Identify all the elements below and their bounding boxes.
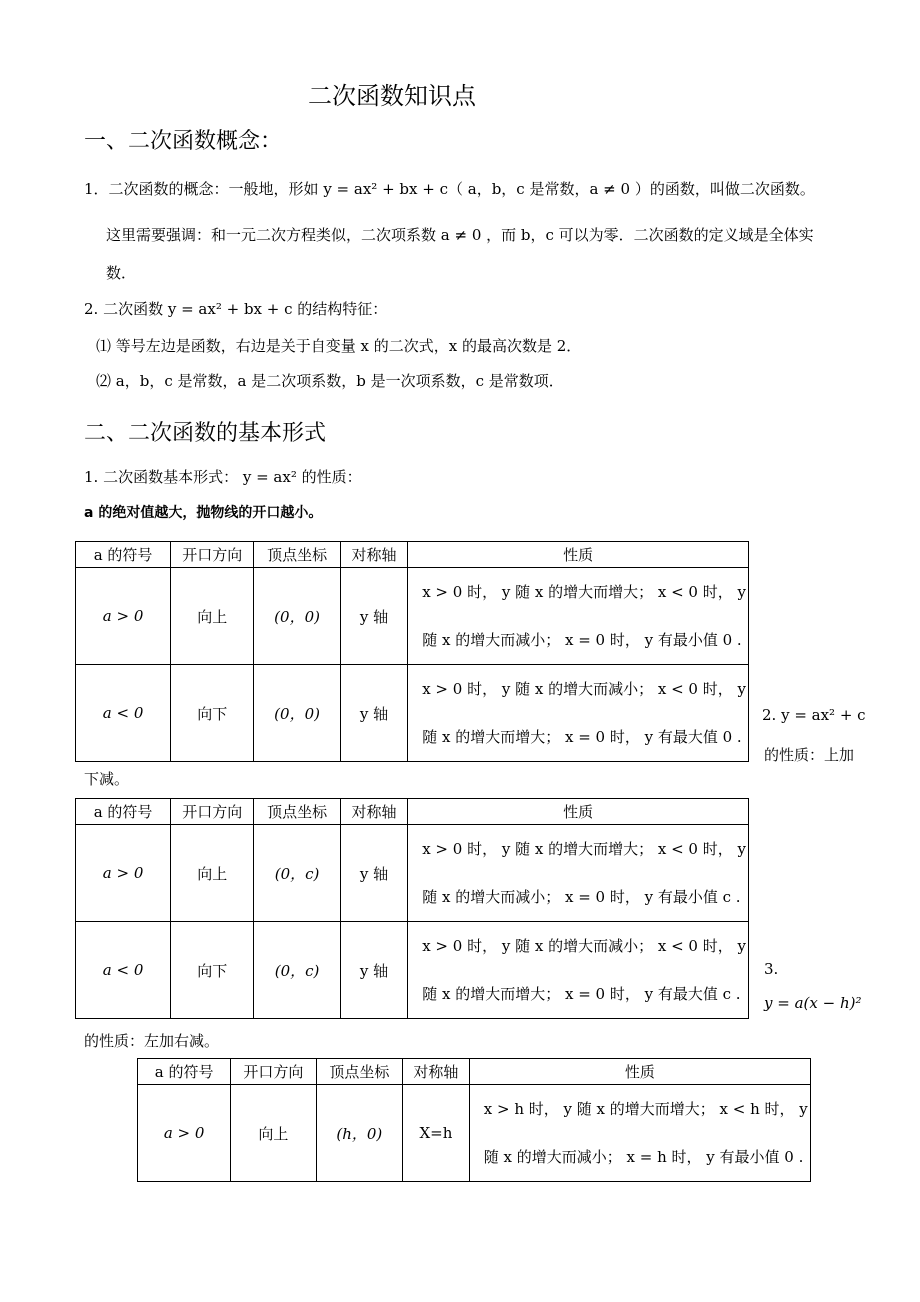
- note: a 的绝对值越大，抛物线的开口越小。: [84, 505, 323, 521]
- table-header-row: [138, 1059, 811, 1085]
- paragraph: 这里需要强调：和一元二次方程类似，二次项系数 a ≠ 0 ，而 b，c 可以为零．二次函数的定义域是全体实: [106, 226, 814, 244]
- side-text: 2. y = ax² + c: [762, 706, 866, 724]
- sign-cell: a < 0: [76, 922, 171, 1019]
- table-row: [76, 665, 749, 762]
- side-text: 的性质：左加右减。: [84, 1032, 220, 1050]
- property-line: x > h 时， y 随 x 的增大而增大； x < h 时， y: [483, 1100, 808, 1118]
- property-cell: [408, 825, 749, 922]
- property-cell: [408, 568, 749, 665]
- property-line: 随 x 的增大而减小； x = 0 时， y 有最小值 c .: [422, 888, 741, 906]
- table-header-cell: 顶点坐标: [254, 799, 340, 825]
- property-cell: [408, 665, 749, 762]
- table-header-row: [76, 542, 749, 568]
- property-line: 随 x 的增大而减小； x = h 时， y 有最小值 0 .: [483, 1148, 804, 1166]
- direction-cell: 向上: [171, 568, 254, 665]
- axis-cell: y 轴: [340, 568, 407, 665]
- table-header-cell: 开口方向: [171, 542, 254, 568]
- properties-table-2: [75, 798, 749, 1019]
- property-line: 随 x 的增大而增大； x = 0 时， y 有最大值 0 .: [422, 728, 742, 746]
- table-header-cell: 对称轴: [403, 1059, 470, 1085]
- table-header-cell: 开口方向: [231, 1059, 316, 1085]
- vertex-cell: (0，c): [254, 825, 340, 922]
- direction-cell: 向上: [171, 825, 254, 922]
- paragraph: 数．: [106, 264, 137, 282]
- properties-table-3: [137, 1058, 811, 1182]
- paragraph: ⑵ a，b，c 是常数，a 是二次项系数，b 是一次项系数，c 是常数项．: [96, 372, 564, 390]
- property-cell: [469, 1085, 810, 1182]
- table-header-cell: 开口方向: [171, 799, 254, 825]
- sign-cell: a > 0: [138, 1085, 231, 1182]
- paragraph: 1. 二次函数基本形式： y = ax² 的性质：: [84, 468, 362, 486]
- property-line: x > 0 时， y 随 x 的增大而减小； x < 0 时， y: [422, 680, 746, 698]
- vertex-cell: (h，0): [316, 1085, 402, 1182]
- table-row: [76, 922, 749, 1019]
- vertex-cell: (0，0): [254, 568, 340, 665]
- table-header-cell: 性质: [408, 799, 749, 825]
- axis-cell: X=h: [403, 1085, 470, 1182]
- axis-cell: y 轴: [340, 922, 407, 1019]
- section2-heading: 二、二次函数的基本形式: [84, 421, 327, 446]
- vertex-cell: (0，0): [254, 665, 340, 762]
- table-row: [76, 825, 749, 922]
- side-text: 下减。: [84, 770, 130, 788]
- property-line: 随 x 的增大而增大； x = 0 时， y 有最大值 c .: [422, 985, 741, 1003]
- side-text: y = a(x − h)²: [764, 994, 862, 1012]
- side-text: 的性质：上加: [764, 746, 855, 764]
- table-row: [76, 568, 749, 665]
- table-header-cell: 对称轴: [340, 799, 407, 825]
- property-line: x > 0 时， y 随 x 的增大而增大； x < 0 时， y: [422, 840, 746, 858]
- document-title: 二次函数知识点: [308, 82, 476, 110]
- side-text: 3.: [764, 960, 779, 978]
- table-header-cell: 顶点坐标: [254, 542, 340, 568]
- vertex-cell: (0，c): [254, 922, 340, 1019]
- property-cell: [408, 922, 749, 1019]
- property-line: x > 0 时， y 随 x 的增大而增大； x < 0 时， y: [422, 583, 746, 601]
- table-row: [138, 1085, 811, 1182]
- axis-cell: y 轴: [340, 825, 407, 922]
- table-header-cell: 对称轴: [340, 542, 407, 568]
- sign-cell: a > 0: [76, 568, 171, 665]
- direction-cell: 向下: [171, 665, 254, 762]
- table-header-cell: a 的符号: [76, 542, 171, 568]
- paragraph: 1．二次函数的概念：一般地，形如 y = ax² + bx + c（ a，b，c 是常数，a ≠ 0 ）的函数，叫做二次函数。: [84, 180, 815, 198]
- table-header-cell: a 的符号: [138, 1059, 231, 1085]
- paragraph: 2. 二次函数 y = ax² + bx + c 的结构特征：: [84, 300, 388, 318]
- sign-cell: a > 0: [76, 825, 171, 922]
- direction-cell: 向下: [171, 922, 254, 1019]
- direction-cell: 向上: [231, 1085, 316, 1182]
- paragraph: ⑴ 等号左边是函数，右边是关于自变量 x 的二次式，x 的最高次数是 2．: [96, 337, 582, 355]
- table-header-cell: a 的符号: [76, 799, 171, 825]
- table-header-cell: 性质: [408, 542, 749, 568]
- table-header-cell: 性质: [469, 1059, 810, 1085]
- table-header-row: [76, 799, 749, 825]
- properties-table-1: [75, 541, 749, 762]
- property-line: x > 0 时， y 随 x 的增大而减小； x < 0 时， y: [422, 937, 746, 955]
- property-line: 随 x 的增大而减小； x = 0 时， y 有最小值 0 .: [422, 631, 742, 649]
- sign-cell: a < 0: [76, 665, 171, 762]
- section1-heading: 一、二次函数概念：: [84, 129, 283, 154]
- axis-cell: y 轴: [340, 665, 407, 762]
- table-header-cell: 顶点坐标: [316, 1059, 402, 1085]
